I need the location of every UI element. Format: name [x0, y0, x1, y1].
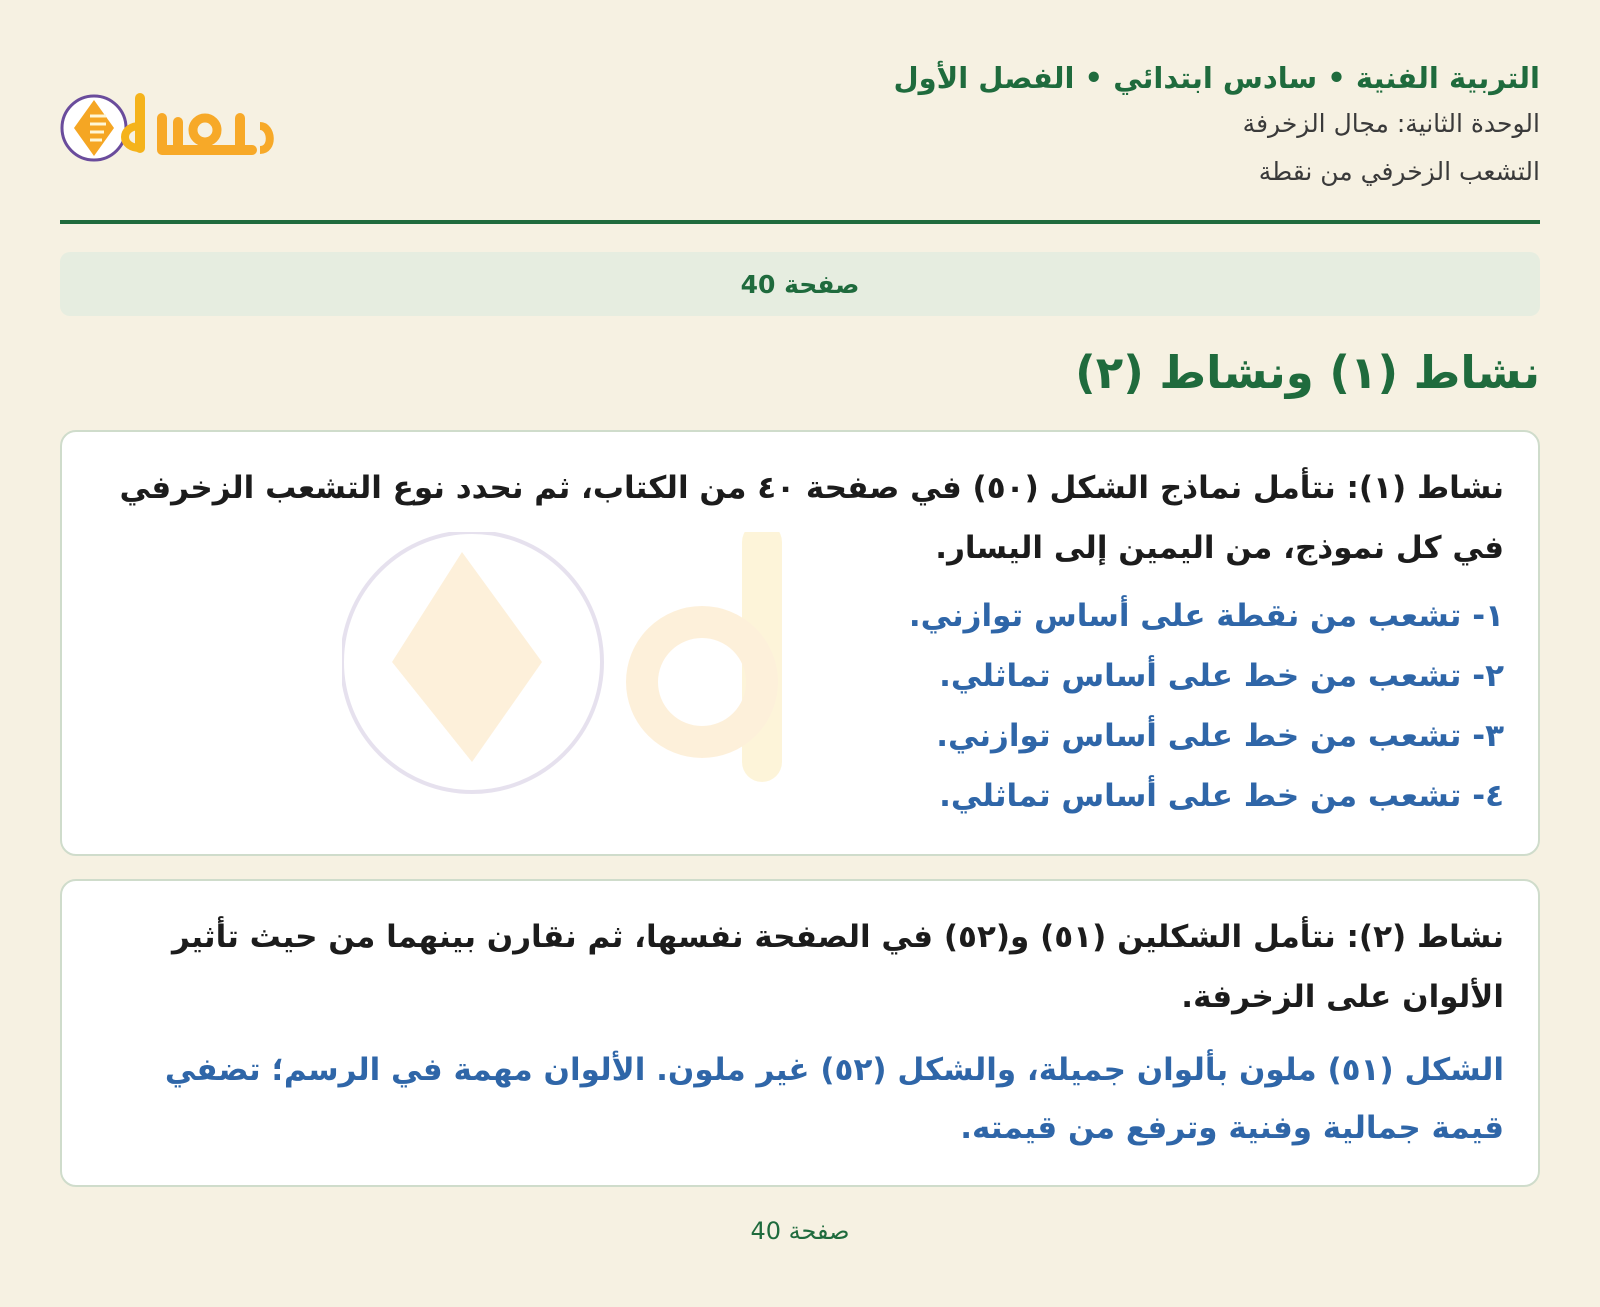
- course-title: التربية الفنية • سادس ابتدائي • الفصل الأول: [893, 61, 1540, 95]
- activity-2-card: [60, 879, 1540, 1187]
- hulul-logo-icon: [60, 78, 280, 168]
- header-divider: [60, 220, 1540, 224]
- activity-1-answers: [96, 586, 1504, 826]
- unit-title: الوحدة الثانية: مجال الزخرفة: [1242, 109, 1540, 138]
- activity-1-answer-3: ٣- تشعب من خط على أساس توازني.: [936, 718, 1504, 754]
- header-text: [893, 56, 1540, 196]
- page-banner-label: صفحة 40: [740, 269, 860, 299]
- section-title: نشاط (١) ونشاط (٢): [1075, 346, 1540, 399]
- activity-2-question: نشاط (٢): نتأمل الشكلين (٥١) و(٥٢) في الصفحة نفسها، ثم نقارن بينهما من حيث تأثير الألوان على الزخرفة.: [171, 919, 1504, 1015]
- page-banner: [60, 252, 1540, 316]
- page-footer: صفحة 40: [750, 1217, 850, 1245]
- activity-1-answer-1: ١- تشعب من نقطة على أساس توازني.: [908, 598, 1504, 634]
- lesson-title: التشعب الزخرفي من نقطة: [1258, 157, 1540, 186]
- activity-1-answer-4: ٤- تشعب من خط على أساس تماثلي.: [939, 778, 1504, 814]
- activity-2-answer: الشكل (٥١) ملون بألوان جميلة، والشكل (٥٢) غير ملون. الألوان مهمة في الرسم؛ تضفي قيمة جمالية وفنية وترفع من قيمته.: [164, 1052, 1504, 1146]
- header: [60, 48, 1540, 218]
- activity-1-card: [60, 430, 1540, 856]
- page: [60, 0, 1540, 1307]
- activity-1-question: نشاط (١): نتأمل نماذج الشكل (٥٠) في صفحة ٤٠ من الكتاب، ثم نحدد نوع التشعب الزخرفي في كل نموذج، من اليمين إلى اليسار.: [119, 470, 1504, 566]
- activity-1-answer-2: ٢- تشعب من خط على أساس تماثلي.: [939, 658, 1504, 694]
